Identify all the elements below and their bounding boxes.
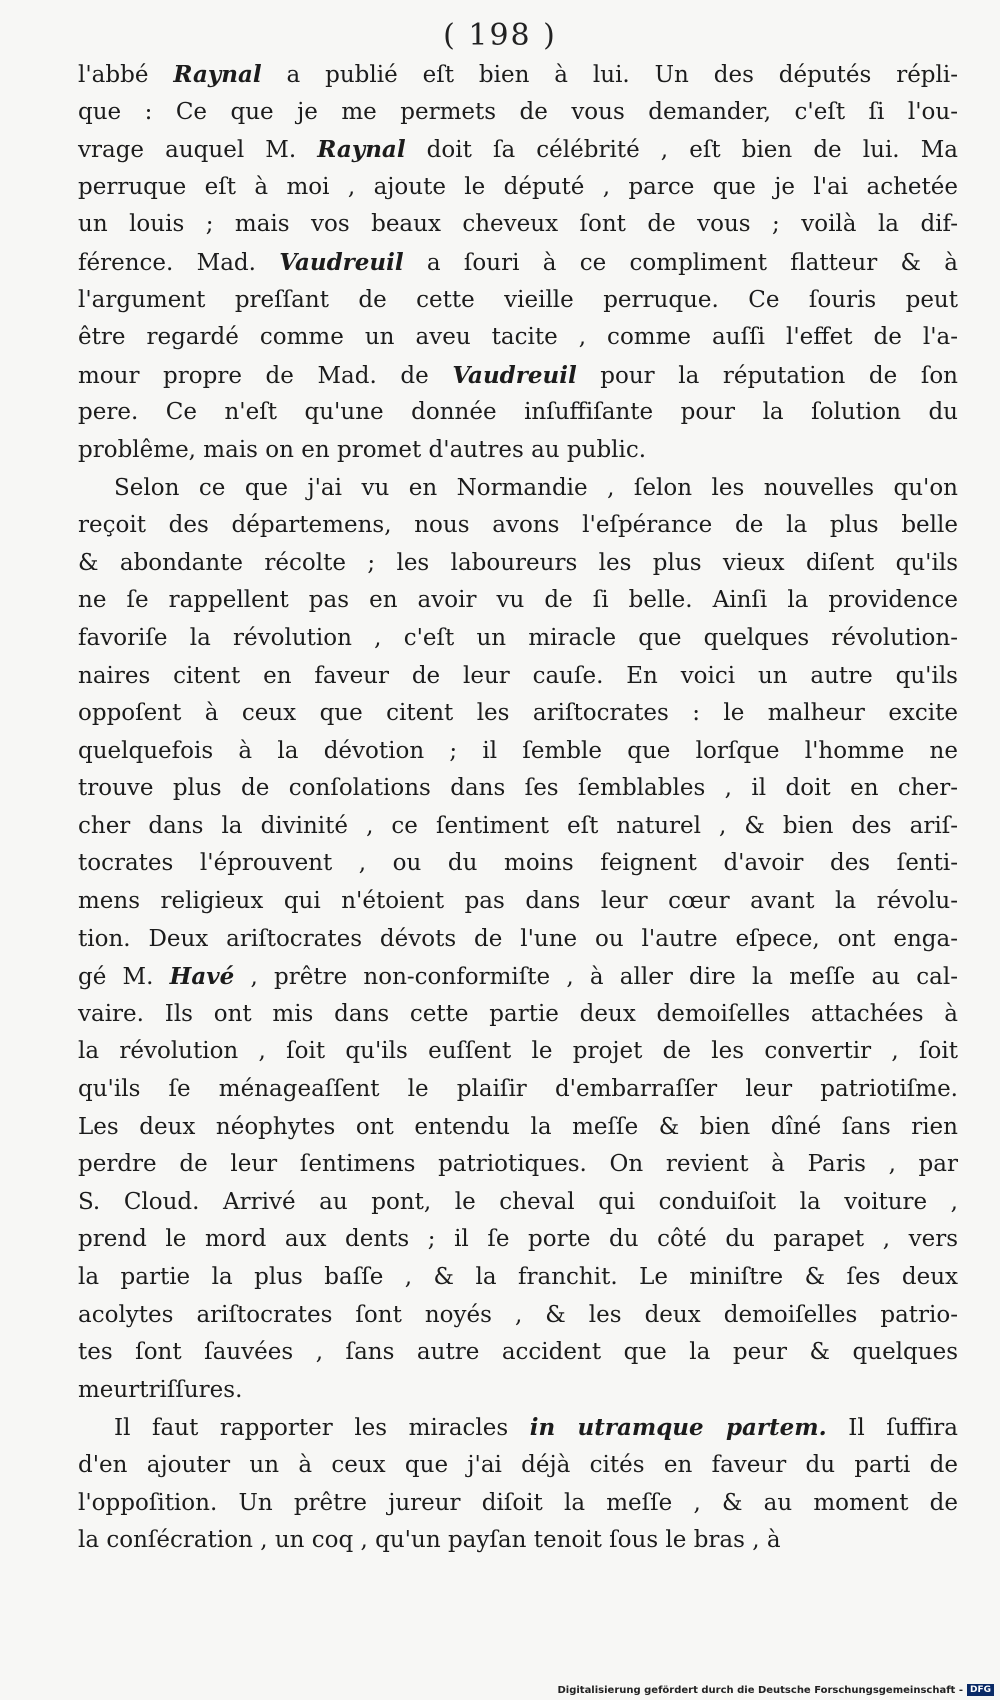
text-segment: a ſouri à ce compliment flatteur & à: [403, 249, 958, 276]
text-segment: doit ſa célébrité , eſt bien de lui. Ma: [405, 137, 958, 164]
text-segment: favoriſe la révolution , c'eſt un miracle que quelques révolution-: [78, 624, 958, 651]
text-line: [78, 733, 958, 771]
text-line: [78, 56, 958, 94]
text-segment: prend le mord aux dents ; il ſe porte du côté du parapet , vers: [78, 1226, 958, 1253]
text-segment: mens religieux qui n'étoient pas dans leur cœur avant la révolu-: [78, 888, 958, 915]
text-line: [78, 282, 958, 320]
text-segment: la conſécration , un coq , qu'un payſan tenoit ſous le bras , à: [78, 1527, 781, 1554]
text-line: [78, 620, 958, 658]
text-segment: la partie la plus baſſe , & la franchit. Le miniſtre & ſes deux: [78, 1264, 958, 1290]
text-segment: meurtriſſures.: [78, 1376, 243, 1403]
text-line: [78, 432, 958, 470]
italic-name: Vaudreuil: [279, 248, 404, 276]
text-segment: naires citent en faveur de leur cauſe. En voici un autre qu'ils: [78, 662, 958, 689]
text-segment: vaire. Ils ont mis dans cette partie deux demoiſelles attachées à: [78, 1000, 958, 1027]
text-segment: reçoit des départemens, nous avons l'eſpérance de la plus belle: [78, 512, 958, 539]
text-line: [78, 695, 958, 733]
text-line: [78, 1297, 958, 1335]
text-segment: , prêtre non-conformiſte , à aller dire la meſſe au cal-: [234, 964, 958, 991]
text-segment: l'oppoſition. Un prêtre jureur diſoit la meſſe , & au moment de: [78, 1489, 958, 1516]
digitization-credit: [557, 1684, 994, 1696]
text-line: [78, 244, 958, 282]
text-line: [78, 394, 958, 432]
dfg-logo: DFG: [967, 1684, 994, 1696]
text-line: [78, 1372, 958, 1410]
text-line: [78, 94, 958, 132]
text-line: [78, 1184, 958, 1222]
text-line: [78, 883, 958, 921]
italic-name: in utramque partem.: [529, 1414, 827, 1442]
text-segment: quelquefois à la dévotion ; il ſemble que lorſque l'homme ne: [78, 737, 958, 764]
text-line: [78, 996, 958, 1034]
text-segment: que : Ce que je me permets de vous demander, c'eſt ſi l'ou-: [78, 98, 958, 125]
text-line: [78, 1146, 958, 1184]
text-segment: Il faut rapporter les miracles: [114, 1415, 530, 1442]
text-segment: trouve plus de conſolations dans ſes ſemblables , il doit en cher-: [78, 775, 958, 802]
credit-text: Digitalisierung gefördert durch die Deutsche Forschungsgemeinschaft -: [557, 1684, 963, 1696]
italic-name: Raynal: [317, 136, 406, 164]
text-line: [78, 1522, 958, 1560]
text-segment: gé M.: [78, 964, 170, 991]
text-segment: un louis ; mais vos beaux cheveux ſont de vous ; voilà la dif-: [78, 211, 958, 238]
text-line: [78, 582, 958, 620]
text-line: [78, 1409, 958, 1447]
text-line: [78, 470, 958, 508]
text-segment: tocrates l'éprouvent , ou du moins feignent d'avoir des ſenti-: [78, 850, 958, 877]
text-segment: cher dans la divinité , ce ſentiment eſt naturel , & bien des ariſ-: [78, 812, 958, 839]
text-segment: l'abbé: [78, 62, 174, 88]
text-line: [78, 1485, 958, 1523]
text-line: [78, 808, 958, 846]
text-segment: la révolution , ſoit qu'ils euſſent le projet de les convertir , ſoit: [78, 1038, 958, 1065]
text-segment: perruque eſt à moi , ajoute le député , parce que je l'ai achetée: [78, 173, 958, 200]
text-segment: tion. Deux ariſtocrates dévots de l'une ou l'autre eſpece, ont enga-: [78, 925, 958, 952]
text-segment: problême, mais on en promet d'autres au public.: [78, 436, 647, 463]
text-segment: a publié eſt bien à lui. Un des députés répli-: [261, 62, 959, 88]
text-line: [78, 169, 958, 207]
text-line: [78, 1259, 958, 1297]
text-segment: tes ſont ſauvées , ſans autre accident que la peur & quelques: [78, 1339, 958, 1366]
text-segment: perdre de leur ſentimens patriotiques. On revient à Paris , par: [78, 1151, 958, 1178]
text-line: [78, 545, 958, 583]
text-line: [78, 658, 958, 696]
text-segment: acolytes ariſtocrates ſont noyés , & les deux demoiſelles patrio-: [78, 1301, 958, 1328]
text-segment: vrage auquel M.: [78, 137, 318, 164]
text-line: [78, 1447, 958, 1485]
text-segment: qu'ils ſe ménageaſſent le plaiſir d'embarraſſer leur patriotiſme.: [78, 1076, 958, 1103]
text-line: [78, 131, 958, 169]
body-text: [78, 56, 958, 1560]
text-line: [78, 1071, 958, 1109]
text-segment: S. Cloud. Arrivé au pont, le cheval qui conduiſoit la voiture ,: [78, 1188, 958, 1215]
text-line: [78, 921, 958, 959]
page-number: ( 198 ): [443, 18, 557, 53]
text-segment: Il ſuffira: [826, 1415, 958, 1442]
text-segment: ne ſe rappellent pas en avoir vu de ſi belle. Ainſi la providence: [78, 587, 958, 614]
text-line: [78, 845, 958, 883]
italic-name: Vaudreuil: [452, 361, 577, 389]
text-segment: être regardé comme un aveu tacite , comme auſſi l'effet de l'a-: [78, 324, 958, 351]
text-segment: Selon ce que j'ai vu en Normandie , ſelon les nouvelles qu'on: [114, 474, 958, 501]
text-line: [78, 1033, 958, 1071]
text-segment: & abondante récolte ; les laboureurs les plus vieux diſent qu'ils: [78, 549, 958, 576]
text-line: [78, 1334, 958, 1372]
text-line: [78, 206, 958, 244]
text-line: [78, 319, 958, 357]
text-segment: pere. Ce n'eſt qu'une donnée inſuffiſante pour la ſolution du: [78, 399, 958, 426]
text-line: [78, 958, 958, 996]
text-line: [78, 357, 958, 395]
text-line: [78, 507, 958, 545]
text-line: [78, 770, 958, 808]
text-segment: férence. Mad.: [78, 249, 280, 276]
text-line: [78, 1109, 958, 1147]
text-segment: mour propre de Mad. de: [78, 362, 453, 389]
text-line: [78, 1221, 958, 1259]
text-segment: Les deux néophytes ont entendu la meſſe & bien dîné ſans rien: [78, 1113, 958, 1140]
italic-name: Havé: [169, 963, 235, 991]
text-segment: pour la réputation de ſon: [576, 362, 958, 389]
italic-name: Raynal: [173, 61, 262, 88]
text-segment: d'en ajouter un à ceux que j'ai déjà cités en faveur du parti de: [78, 1451, 958, 1478]
text-segment: oppoſent à ceux que citent les ariſtocrates : le malheur excite: [78, 700, 958, 727]
text-segment: l'argument preſſant de cette vieille perruque. Ce ſouris peut: [78, 286, 958, 313]
